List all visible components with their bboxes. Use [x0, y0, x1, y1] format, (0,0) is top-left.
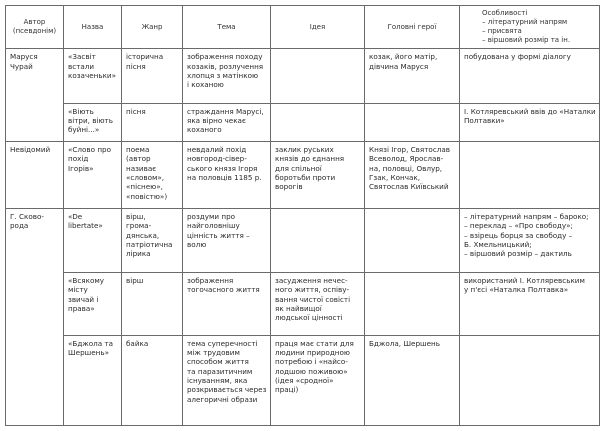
- cell-line: «Слово про: [68, 144, 111, 154]
- cell-line: Бджола, Шершень: [369, 338, 440, 348]
- cell-line: вання чистої совісті: [275, 294, 351, 304]
- cell-line: Особливості: [482, 9, 528, 17]
- cell-line: ського князя Ігоря: [187, 163, 258, 173]
- cell-line: «De: [68, 212, 83, 222]
- title-cell: [64, 49, 122, 103]
- cell-line: «піснею»,: [126, 182, 163, 192]
- features-cell: [460, 335, 600, 425]
- title-cell: [64, 209, 122, 273]
- header-genre: Жанр: [122, 6, 183, 49]
- cell-line: яка вірно чекає: [187, 115, 246, 125]
- cell-line: libertate»: [68, 221, 103, 231]
- cell-line: – присвята: [482, 27, 522, 36]
- cell-line: Святослав Київський: [369, 182, 449, 192]
- author-cell: [6, 141, 64, 208]
- header-theme: Тема: [183, 6, 271, 49]
- cell-line: праці): [275, 385, 299, 395]
- cell-line: боротьби проти: [275, 172, 336, 182]
- cell-line: як найвищої: [275, 303, 322, 313]
- table-row: [6, 103, 600, 141]
- title-cell: [64, 272, 122, 335]
- cell-line: «Засвіт: [68, 52, 96, 62]
- cell-line: на половців 1185 р.: [187, 172, 262, 182]
- genre-cell: [122, 103, 183, 141]
- cell-line: князів до єднання: [275, 154, 345, 164]
- cell-line: хлопця з матінкою: [187, 71, 259, 81]
- cell-line: Гзак, Кончак,: [369, 172, 420, 182]
- cell-line: патріотична: [126, 240, 173, 250]
- theme-cell: [183, 141, 271, 208]
- table-row: [6, 49, 600, 103]
- cell-line: козаченьки»: [68, 71, 116, 81]
- heroes-cell: [365, 49, 460, 103]
- cell-line: лірика: [126, 249, 151, 259]
- cell-line: та паразитичним: [187, 366, 253, 376]
- cell-line: коханого: [187, 125, 222, 135]
- cell-line: цінність життя –: [187, 230, 250, 240]
- cell-line: встали: [68, 61, 95, 71]
- cell-line: вірш: [126, 275, 144, 285]
- cell-line: невдалий похід: [187, 144, 247, 154]
- header-author: [6, 6, 64, 49]
- cell-line: потребою і «найсо-: [275, 357, 348, 367]
- cell-line: «Віють: [68, 106, 94, 116]
- genre-cell: [122, 49, 183, 103]
- cell-line: грома-: [126, 221, 152, 231]
- theme-cell: [183, 49, 271, 103]
- idea-cell: [271, 335, 365, 425]
- cell-line: рода: [10, 221, 29, 231]
- cell-line: Всеволод, Ярослав-: [369, 154, 444, 164]
- cell-line: (автор: [126, 154, 151, 164]
- cell-line: дівчина Маруся: [369, 61, 429, 71]
- cell-line: «Бджола та: [68, 338, 114, 348]
- cell-line: людини природною: [275, 347, 350, 357]
- theme-cell: [183, 103, 271, 141]
- cell-line: алегоричні образи: [187, 394, 258, 404]
- cell-line: «повістю»): [126, 191, 168, 201]
- table-row: [6, 209, 600, 273]
- heroes-cell: [365, 141, 460, 208]
- cell-line: І. Котляревський ввів до «Наталки: [464, 106, 596, 116]
- cell-line: між трудовим: [187, 347, 240, 357]
- idea-cell: [271, 103, 365, 141]
- cell-line: праця має стати для: [275, 338, 354, 348]
- features-cell: [460, 272, 600, 335]
- heroes-cell: [365, 103, 460, 141]
- cell-line: Маруся: [10, 52, 38, 62]
- features-cell: [460, 49, 600, 103]
- features-cell: [460, 103, 600, 141]
- cell-line: звичай і: [68, 294, 99, 304]
- features-cell: [460, 141, 600, 208]
- table-row: [6, 141, 600, 208]
- cell-line: Шершень»: [68, 347, 110, 357]
- cell-line: – літературний напрям – бароко;: [464, 212, 589, 222]
- cell-line: Г. Сково-: [10, 212, 44, 222]
- genre-cell: [122, 335, 183, 425]
- cell-line: (псевдонім): [12, 27, 57, 36]
- cell-line: для спільної: [275, 163, 322, 173]
- cell-line: буйні...»: [68, 125, 100, 135]
- cell-line: Князі Ігор, Святослав: [369, 144, 451, 154]
- cell-line: байка: [126, 338, 149, 348]
- idea-cell: [271, 141, 365, 208]
- cell-line: волю: [187, 240, 207, 250]
- cell-line: поема: [126, 144, 150, 154]
- cell-line: Автор: [23, 18, 46, 27]
- cell-line: дянська,: [126, 230, 160, 240]
- cell-line: Невідомий: [10, 144, 51, 154]
- cell-line: пісня: [126, 106, 146, 116]
- cell-line: – віршовий розмір та ін.: [482, 36, 571, 45]
- cell-line: права»: [68, 303, 95, 313]
- cell-line: місту: [68, 285, 88, 295]
- cell-line: новгород-сівер-: [187, 154, 247, 164]
- cell-line: використаний І. Котляревським: [464, 275, 585, 285]
- features-cell: [460, 209, 600, 273]
- cell-line: ного життя, оспіву-: [275, 285, 350, 295]
- author-cell: [6, 49, 64, 142]
- cell-line: засудження нечес-: [275, 275, 348, 285]
- cell-line: історична: [126, 52, 164, 62]
- cell-line: Полтавки»: [464, 115, 505, 125]
- theme-cell: [183, 272, 271, 335]
- cell-line: пісня: [126, 61, 146, 71]
- genre-cell: [122, 141, 183, 208]
- table-row: [6, 335, 600, 425]
- cell-line: – літературний напрям: [482, 18, 568, 27]
- header-row: [6, 6, 600, 49]
- cell-line: козаків, розлучення: [187, 61, 264, 71]
- header-idea: Ідея: [271, 6, 365, 49]
- cell-line: похід: [68, 154, 89, 164]
- cell-line: козак, його матір,: [369, 52, 438, 62]
- cell-line: на, половці, Овлур,: [369, 163, 443, 173]
- table-row: [6, 272, 600, 335]
- genre-cell: [122, 272, 183, 335]
- title-cell: [64, 141, 122, 208]
- cell-line: розкривається через: [187, 385, 267, 395]
- title-cell: [64, 103, 122, 141]
- cell-line: тема суперечності: [187, 338, 258, 348]
- author-cell: [6, 209, 64, 426]
- cell-line: Б. Хмельницький;: [464, 240, 532, 250]
- genre-cell: [122, 209, 183, 273]
- cell-line: (ідея «сродної»: [275, 376, 334, 386]
- cell-line: називає: [126, 163, 157, 173]
- cell-line: найголовнішу: [187, 221, 240, 231]
- theme-cell: [183, 335, 271, 425]
- cell-line: побудована у формі діалогу: [464, 52, 571, 62]
- cell-line: страждання Марусі,: [187, 106, 264, 116]
- heroes-cell: [365, 335, 460, 425]
- header-heroes: Головні герої: [365, 6, 460, 49]
- cell-line: способом життя: [187, 357, 249, 367]
- cell-line: «Всякому: [68, 275, 105, 285]
- theme-cell: [183, 209, 271, 273]
- cell-line: тогочасного життя: [187, 285, 260, 295]
- heroes-cell: [365, 209, 460, 273]
- cell-line: зображення походу: [187, 52, 263, 62]
- heroes-cell: [365, 272, 460, 335]
- title-cell: [64, 335, 122, 425]
- cell-line: заклик руських: [275, 144, 334, 154]
- cell-line: існуванням, яка: [187, 376, 248, 386]
- literature-table: [5, 5, 600, 426]
- idea-cell: [271, 209, 365, 273]
- cell-line: зображення: [187, 275, 234, 285]
- header-features: [460, 6, 600, 49]
- cell-line: вітри, віють: [68, 115, 113, 125]
- cell-line: «словом»,: [126, 172, 165, 182]
- cell-line: роздуми про: [187, 212, 236, 222]
- cell-line: людської цінності: [275, 313, 343, 323]
- cell-line: і коханою: [187, 80, 224, 90]
- cell-line: у п'єсі «Наталка Полтавка»: [464, 285, 569, 295]
- cell-line: – віршовий розмір – дактиль: [464, 249, 572, 259]
- cell-line: вірш,: [126, 212, 146, 222]
- header-title: Назва: [64, 6, 122, 49]
- cell-line: – взірець борця за свободу –: [464, 230, 573, 240]
- cell-line: – переклад – «Про свободу»;: [464, 221, 573, 231]
- cell-line: лодшою поживою»: [275, 366, 348, 376]
- idea-cell: [271, 49, 365, 103]
- idea-cell: [271, 272, 365, 335]
- cell-line: ворогів: [275, 182, 303, 192]
- cell-line: Чурай: [10, 61, 33, 71]
- cell-line: Ігорів»: [68, 163, 94, 173]
